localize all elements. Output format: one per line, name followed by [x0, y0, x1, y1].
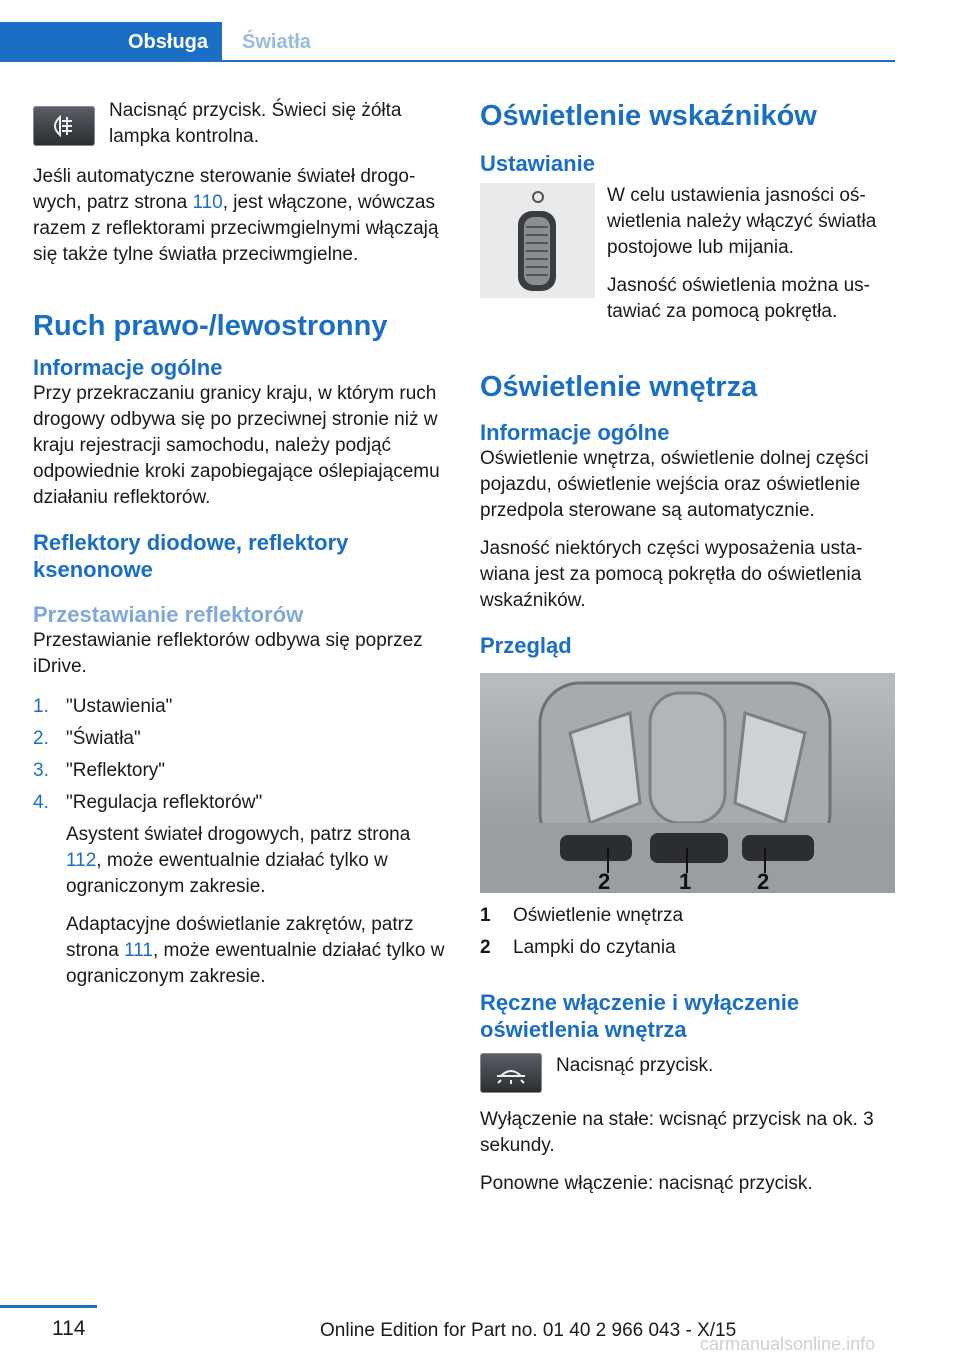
przest-para: Przestawianie reflektorów odbywa się poprzez iDrive.	[33, 630, 423, 677]
left-column	[33, 98, 448, 1002]
heading-wnetrze: Oświetlenie wnętrza	[480, 371, 758, 403]
legend-number: 2	[480, 937, 491, 958]
step-number: 2.	[33, 728, 49, 749]
note1-text-a: Asystent świateł drogowych, patrz strona	[66, 824, 411, 845]
tab-swiatla[interactable]	[222, 22, 311, 62]
note1-text-b: , może ewentualnie działać tylko w ograniczonym zakresie.	[66, 850, 388, 897]
dimmer-text	[607, 183, 895, 325]
info-ruch-para: Przy przekraczaniu granicy kraju, w którym ruch drogowy odbywa się po przeciwnej stronie niż w kraju rejestracji samochodu, należy podjąć odpowiednie kroki zapobiegające oślepiającemu działaniu reflektorów.	[33, 383, 440, 508]
legend-number: 1	[480, 905, 491, 926]
list-item	[480, 935, 895, 961]
heading-reflektory: Reflektory diodowe, reflektory ksenonowe	[33, 530, 349, 582]
note-asystent	[66, 822, 448, 900]
tab-underline	[222, 60, 895, 62]
step-number: 4.	[33, 792, 49, 813]
step-number: 1.	[33, 696, 49, 717]
legend-text: Oświetlenie wnętrza	[513, 905, 684, 926]
auto-text-a: Jeśli automatyczne sterowanie świateł drogowych, patrz strona	[33, 166, 416, 213]
photo-label-left: 2	[598, 869, 611, 894]
tab-obsluga-label: Obsługa	[127, 30, 208, 53]
reczne-button-text: Nacisnąć przycisk.	[556, 1055, 714, 1076]
ustawianie-para2: Jasność oświetlenia można ustawiać za pomocą pokrętła.	[607, 275, 870, 322]
heading-przeglad: Przegląd	[480, 633, 572, 658]
page-link-111[interactable]: 111	[124, 940, 153, 961]
list-item	[33, 790, 448, 816]
page-link-110[interactable]: 110	[192, 192, 223, 213]
auto-text-b: , jest włączone, wówczas razem z reflektorami przeciwmgielnymi włączają się także tylne światła przeciwmgielne.	[33, 192, 439, 265]
steps-list	[33, 694, 448, 816]
list-item	[33, 726, 448, 752]
rear-fog-light-button-icon	[33, 106, 95, 146]
on-para: Ponowne włączenie: nacisnąć przycisk.	[480, 1173, 813, 1194]
legend-text: Lampki do czytania	[513, 937, 676, 958]
watermark: carmanualsonline.info	[700, 1334, 876, 1354]
heading-przestawianie: Przestawianie reflektorów	[33, 602, 304, 627]
thumbwheel-icon	[480, 183, 595, 298]
auto-light-para	[33, 164, 448, 268]
step-text: "Reflektory"	[66, 760, 166, 781]
page-number: 114	[52, 1317, 86, 1340]
interior-light-photo	[480, 673, 895, 893]
page-link-112[interactable]: 112	[66, 850, 97, 871]
step-text: "Ustawienia"	[66, 696, 173, 717]
dimmer-row	[480, 183, 895, 325]
photo-legend	[480, 903, 895, 961]
ustawianie-para1: W celu ustawienia jasności oświetlenia należy włączyć światła postojowe lub mijania.	[607, 185, 877, 258]
heading-ruch: Ruch prawo-/lewostronny	[33, 310, 388, 342]
interior-light-button-row	[480, 1053, 895, 1093]
dimmer-wheel-image	[480, 183, 595, 298]
heading-wskazniki: Oświetlenie wskaźników	[480, 100, 817, 132]
step-text: "Regulacja reflektorów"	[66, 792, 263, 813]
list-item	[33, 694, 448, 720]
off-para: Wyłączenie na stałe: wcisnąć przycisk na ok. 3 sekundy.	[480, 1109, 874, 1156]
step-number: 3.	[33, 760, 49, 781]
step-text: "Światła"	[66, 728, 141, 749]
edition-text: Online Edition for Part no. 01 40 2 966 043 - X/15	[320, 1320, 737, 1341]
info-wnetrze-para2: Jasność niektórych części wyposażenia ustawiana jest za pomocą pokrętła do oświetlenia wskaźników.	[480, 538, 863, 611]
photo-label-right: 2	[757, 869, 770, 894]
list-item	[33, 758, 448, 784]
fog-button-text: Nacisnąć przycisk. Świeci się żółta lampka kontrolna.	[109, 100, 402, 147]
photo-label-center: 1	[679, 869, 692, 894]
right-column	[480, 98, 895, 1209]
tab-swiatla-label: Światła	[242, 30, 311, 53]
fog-light-button-row	[33, 98, 448, 150]
note-adaptacyjne	[66, 912, 448, 990]
footer-line	[0, 1305, 97, 1308]
heading-ustawianie: Ustawianie	[480, 151, 595, 176]
interior-light-button-icon	[480, 1053, 542, 1093]
note2-text-b: , może ewentualnie działać tylko w ograniczonym zakresie.	[66, 940, 445, 987]
list-item	[480, 903, 895, 929]
header-tabs	[0, 22, 895, 62]
note2-text-a: Adaptacyjne doświetlanie zakrętów, patrz strona	[66, 914, 414, 961]
info-wnetrze-para1: Oświetlenie wnętrza, oświetlenie dolnej części pojazdu, oświetlenie wejścia oraz oświetlenie przedpola sterowane są automatycznie.	[480, 448, 869, 521]
tab-obsluga[interactable]	[0, 22, 222, 62]
heading-info-wnetrze: Informacje ogólne	[480, 420, 670, 445]
heading-reczne: Ręczne włączenie i wyłączenie oświetlenia wnętrza	[480, 990, 800, 1042]
step-notes	[66, 822, 448, 990]
heading-info-ruch: Informacje ogólne	[33, 355, 223, 380]
